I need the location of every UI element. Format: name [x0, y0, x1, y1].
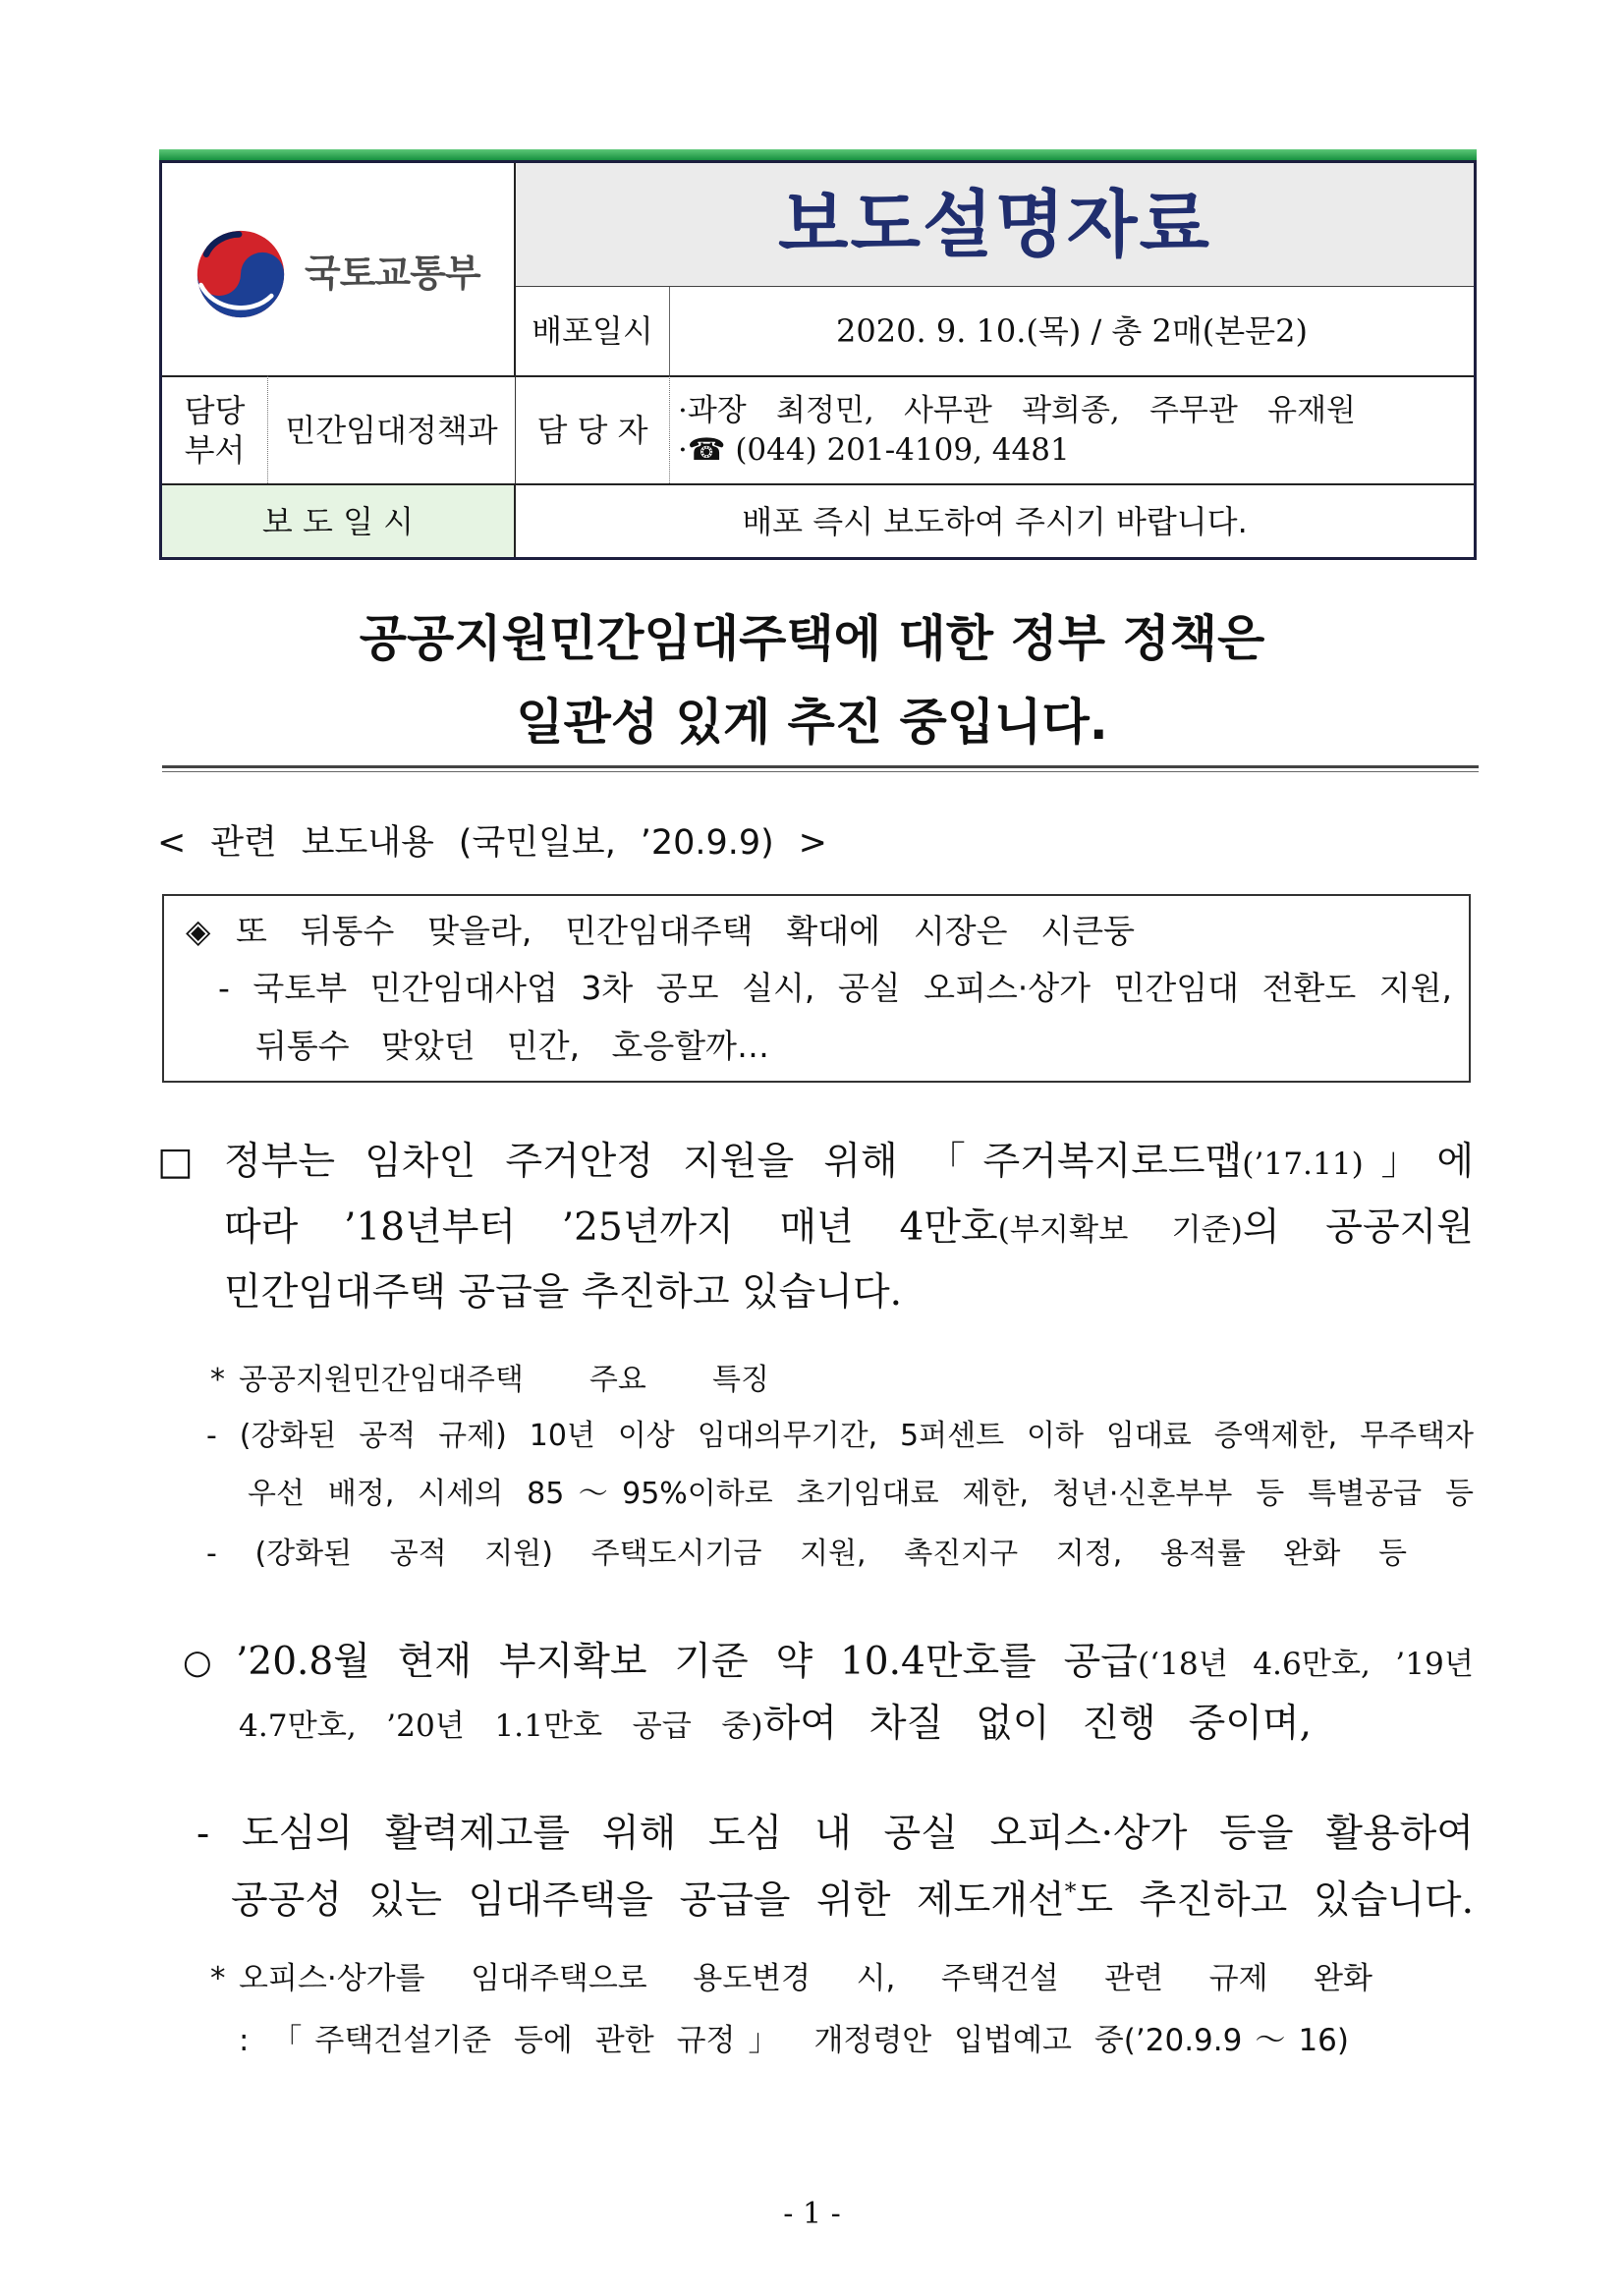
paragraph-parenthetical: (‘18년 4.6만호, ’19년	[1137, 1647, 1475, 1682]
paragraph-parenthetical: (’17.11)	[1242, 1147, 1364, 1182]
related-news-title: 또 뒤통수 맞을라, 민간임대주택 확대에 시장은 시큰둥	[236, 912, 1135, 950]
document-type-cell	[516, 163, 1474, 287]
contact-label-cell	[516, 375, 670, 483]
paragraph-line: 민간임대주택 공급을 추진하고 있습니다.	[224, 1270, 903, 1315]
paragraph-text: 하여 차질 없이 진행 중이며,	[762, 1702, 1312, 1746]
department-label-line: 담당	[184, 392, 246, 429]
press-release-header-table	[159, 160, 1477, 560]
paragraph-parenthetical: 4.7만호, ’20년 1.1만호 공급 중)	[239, 1708, 763, 1744]
note-line: 오피스·상가를 임대주택으로 용도변경 시, 주택건설 관련 규제 완화	[239, 1961, 1372, 1996]
contact-value-cell	[670, 375, 1474, 483]
release-date-value: 2020. 9. 10.(목) / 총 2매(본문2)	[836, 312, 1308, 350]
department-label-cell	[162, 375, 268, 483]
note-line: - (강화된 공적 지원) 주택도시기금 지원, 촉진지구 지정, 용적률 완화 등	[206, 1537, 1407, 1571]
contact-phone: ·☎ (044) 201-4109, 4481	[678, 432, 1070, 468]
department-value: 민간임대정책과	[285, 412, 498, 449]
contact-label: 담 당 자	[536, 412, 648, 449]
paragraph-text: ’20.8월 현재 부지확보 기준 약 10.4만호를 공급	[236, 1640, 1138, 1684]
note-line: : 「주택건설기준 등에 관한 규정」 개정령안 입법예고 중(’20.9.9～16)	[239, 2023, 1349, 2058]
ministry-logo-text: 국토교통부	[305, 252, 480, 295]
paragraph-text: 공공성 있는 임대주택을 공급을 위한 제도개선	[231, 1878, 1065, 1923]
paragraph-text: 도 추진하고 있습니다.	[1076, 1878, 1475, 1923]
page-number: - 1 -	[783, 2197, 841, 2231]
note-line: - (강화된 공적 규제) 10년 이상 임대의무기간, 5퍼센트 이하 임대료 증액제한, 무주택자	[206, 1419, 1474, 1453]
headline-line: 공공지원민간임대주택에 대한 정부 정책은	[359, 610, 1265, 667]
asterisk-marker: *	[210, 1363, 225, 1397]
embargo-label-cell	[162, 483, 516, 557]
release-date-label-cell	[516, 287, 670, 375]
paragraph-text: 」에	[1363, 1140, 1474, 1184]
document-type-title: 보도설명자료	[778, 182, 1211, 267]
embargo-label: 보 도 일 시	[261, 502, 415, 540]
paragraph-line: - 도심의 활력제고를 위해 도심 내 공실 오피스·상가 등을 활용하여	[196, 1812, 1474, 1856]
logo-cell	[162, 163, 516, 375]
paragraph-parenthetical: (부지확보 기준)	[997, 1212, 1243, 1248]
header-green-bar	[159, 149, 1477, 160]
paragraph-line	[231, 1877, 1474, 1925]
department-label-line: 부서	[184, 431, 246, 469]
related-news-heading: < 관련 보도내용 (국민일보, ’20.9.9) >	[157, 823, 827, 863]
paragraph-line	[224, 1139, 1474, 1188]
headline-line: 일관성 있게 추진 중입니다.	[516, 694, 1108, 751]
paragraph-text: 의 공공지원	[1242, 1205, 1474, 1250]
note-title: 공공지원민간임대주택 주요 특징	[239, 1363, 769, 1397]
square-bullet-icon: □	[157, 1140, 194, 1184]
circle-bullet-icon: ○	[183, 1643, 212, 1682]
embargo-value: 배포 즉시 보도하여 주시기 바랍니다.	[742, 502, 1248, 540]
release-date-value-cell	[670, 287, 1474, 375]
paragraph-line	[239, 1701, 1312, 1750]
contact-persons: ·과장 최정민, 사무관 곽희종, 주무관 유재원	[678, 393, 1356, 428]
asterisk-marker: *	[210, 1961, 226, 1996]
paragraph-text: 정부는 임차인 주거안정 지원을 위해 「주거복지로드맵	[224, 1140, 1243, 1184]
note-line: 우선 배정, 시세의 85～95%이하로 초기임대료 제한, 청년·신혼부부 등 특별공급 등	[248, 1477, 1474, 1511]
diamond-marker-icon: ◈	[186, 912, 211, 950]
paragraph-line	[236, 1639, 1474, 1688]
footnote-asterisk: *	[1064, 1877, 1077, 1905]
related-news-subtitle: - 국토부 민간임대사업 3차 공모 실시, 공실 오피스·상가 민간임대 전환도 지원,	[218, 969, 1452, 1007]
paragraph-line	[224, 1204, 1474, 1254]
related-news-subtitle: 뒤통수 맞았던 민간, 호응할까…	[255, 1027, 769, 1065]
embargo-value-cell	[516, 483, 1474, 557]
related-news-box	[162, 894, 1471, 1083]
paragraph-text: 따라 ’18년부터 ’25년까지 매년 4만호	[224, 1205, 998, 1250]
department-value-cell	[268, 375, 516, 483]
headline-double-rule	[162, 765, 1479, 772]
release-date-label: 배포일시	[532, 312, 653, 350]
taegeuk-emblem-icon	[196, 229, 286, 319]
